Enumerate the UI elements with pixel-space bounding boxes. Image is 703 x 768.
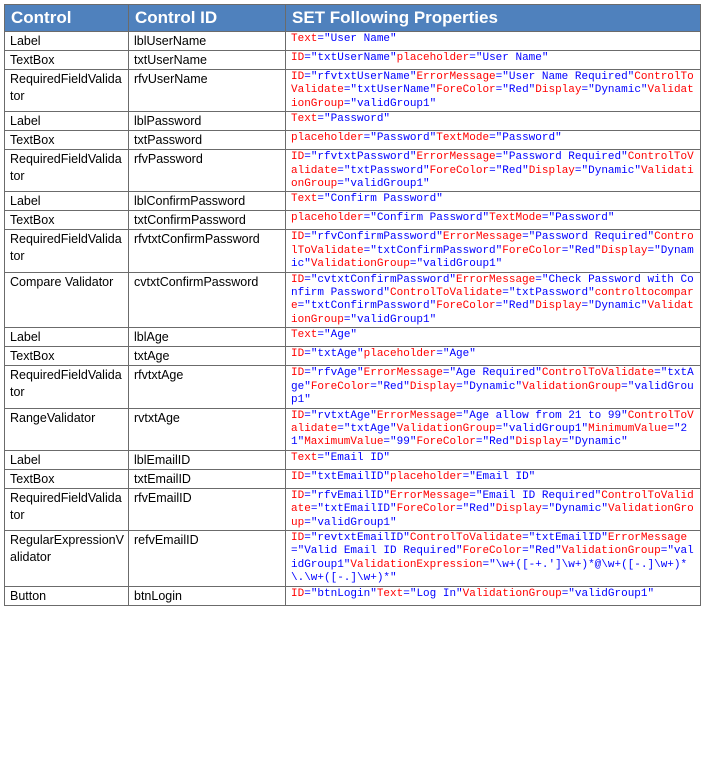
property-name: ValidationGroup xyxy=(291,300,694,326)
property-name: TextMode xyxy=(489,212,542,225)
property-value: "\w+([-+.']\w+)*@\w+([-.]\w+)*\.\w+([-.]\w+)*" xyxy=(291,558,688,585)
control-id-cell: rfvUserName xyxy=(129,70,286,112)
control-id-cell: refvEmailID xyxy=(129,530,286,586)
property-value: "Check Password with Confirm Password" xyxy=(291,273,694,300)
properties-cell: Text="User Name" xyxy=(286,32,701,51)
property-name: ValidationGroup xyxy=(396,422,496,435)
property-name: Text xyxy=(291,193,318,206)
property-value: "21" xyxy=(291,422,688,449)
property-value: "txtConfirmPassword" xyxy=(370,244,503,257)
header-properties: SET Following Properties xyxy=(286,5,701,32)
control-type-cell: Label xyxy=(5,32,129,51)
property-value: "Dynamic" xyxy=(581,164,641,177)
property-value: "validGroup1" xyxy=(350,97,437,110)
control-type-cell: TextBox xyxy=(5,469,129,488)
property-value: "Password Required" xyxy=(502,151,628,164)
control-id-cell: lblEmailID xyxy=(129,450,286,469)
table-row xyxy=(5,366,701,408)
property-value: "txtAge" xyxy=(291,367,694,393)
property-value: "rfvAge" xyxy=(310,367,364,380)
header-control: Control xyxy=(5,5,129,32)
properties-cell: ID="cvtxtConfirmPassword"ErrorMessage="Check Password with Confirm Password"ControlToValidate="txtPassword"controltocompare="txtConfirmPassword"ForeColor="Red"Display="Dynamic"ValidationGroup="validGroup1" xyxy=(286,272,701,328)
table-row xyxy=(5,211,701,230)
property-name: ID xyxy=(291,52,305,64)
property-value: "validGroup1" xyxy=(416,258,503,271)
property-name: ErrorMessage xyxy=(416,71,496,83)
property-value: "txtPassword" xyxy=(343,164,430,177)
properties-cell: Text="Confirm Password" xyxy=(286,192,701,211)
property-value: "revtxtEmailID" xyxy=(310,531,410,544)
control-id-cell: rvtxtAge xyxy=(129,408,286,450)
property-name: ValidationGroup xyxy=(291,503,694,529)
property-name: ControlToValidate xyxy=(291,489,694,516)
property-value: "validGroup1" xyxy=(343,178,430,191)
property-name: ValidationGroup xyxy=(522,380,622,393)
property-value: "Age Required" xyxy=(449,367,542,380)
control-type-cell: RequiredFieldValidator xyxy=(5,366,129,408)
property-name: ErrorMessage xyxy=(376,409,457,422)
control-id-cell: rfvtxtConfirmPassword xyxy=(129,230,286,272)
property-name: MinimumValue xyxy=(588,422,668,435)
properties-cell: ID="txtUserName"placeholder="User Name" xyxy=(286,51,701,70)
property-value: "Red" xyxy=(502,300,536,313)
property-name: MaximumValue xyxy=(304,436,384,449)
property-value: "Dynamic" xyxy=(568,436,628,449)
control-type-cell: RegularExpressionValidator xyxy=(5,530,129,586)
property-value: "Log In" xyxy=(409,587,463,600)
properties-cell: ID="rfvConfirmPassword"ErrorMessage="Password Required"ControlToValidate="txtConfirmPassword"ForeColor="Red"Display="Dynamic"ValidationGroup="validGroup1" xyxy=(286,230,701,272)
property-name: ForeColor xyxy=(462,545,523,558)
property-value: "Red" xyxy=(528,545,562,558)
control-id-cell: txtEmailID xyxy=(129,469,286,488)
control-id-cell: txtAge xyxy=(129,347,286,366)
property-name: ID xyxy=(291,531,305,544)
property-value: "validGroup1" xyxy=(502,422,589,435)
property-value: "rvtxtAge" xyxy=(310,409,377,422)
property-value: "rfvConfirmPassword" xyxy=(310,231,443,244)
property-name: Display xyxy=(535,84,582,97)
property-name: placeholder xyxy=(291,212,364,225)
control-id-cell: rfvPassword xyxy=(129,150,286,192)
property-value: "validGroup1" xyxy=(310,516,397,529)
property-value: "txtUserName" xyxy=(310,52,397,64)
table-row xyxy=(5,230,701,272)
property-name: ControlToValidate xyxy=(291,151,694,177)
property-value: "Password Required" xyxy=(528,231,655,244)
property-value: "validGroup1" xyxy=(350,313,437,326)
property-value: "rfvtxtUserName" xyxy=(310,71,417,83)
properties-table xyxy=(4,4,701,606)
property-name: Display xyxy=(515,436,562,449)
control-type-cell: Compare Validator xyxy=(5,272,129,328)
property-name: ID xyxy=(291,367,305,380)
control-type-cell: TextBox xyxy=(5,347,129,366)
property-value: "Age" xyxy=(324,329,358,342)
table-row xyxy=(5,450,701,469)
property-value: "Red" xyxy=(376,380,410,393)
property-name: Text xyxy=(291,451,318,464)
control-type-cell: Button xyxy=(5,586,129,605)
property-value: "rfvtxtPassword" xyxy=(310,151,417,164)
property-value: "99" xyxy=(390,436,417,449)
table-row xyxy=(5,408,701,450)
property-value: "rfvEmailID" xyxy=(310,489,391,502)
properties-cell: ID="rfvtxtPassword"ErrorMessage="Password Required"ControlToValidate="txtPassword"ForeColor="Red"Display="Dynamic"ValidationGroup="validGroup1" xyxy=(286,150,701,192)
property-name: ValidationGroup xyxy=(291,164,694,191)
property-name: ID xyxy=(291,71,305,83)
table-row xyxy=(5,530,701,586)
property-name: Text xyxy=(291,329,318,342)
property-name: Text xyxy=(291,33,318,45)
property-value: "validGroup1" xyxy=(291,380,694,407)
property-name: ControlToValidate xyxy=(291,231,694,257)
property-name: ValidationGroup xyxy=(310,258,410,271)
properties-cell: ID="rfvtxtUserName"ErrorMessage="User Name Required"ControlToValidate="txtUserName"ForeColor="Red"Display="Dynamic"ValidationGroup="validGroup1" xyxy=(286,70,701,112)
control-type-cell: RequiredFieldValidator xyxy=(5,230,129,272)
property-name: ForeColor xyxy=(396,503,457,516)
control-id-cell: lblAge xyxy=(129,328,286,347)
table-row xyxy=(5,70,701,112)
property-name: placeholder xyxy=(390,470,463,483)
control-id-cell: btnLogin xyxy=(129,586,286,605)
property-value: "Red" xyxy=(502,84,536,97)
control-type-cell: Label xyxy=(5,112,129,131)
property-name: ErrorMessage xyxy=(456,273,536,286)
properties-cell: ID="txtEmailID"placeholder="Email ID" xyxy=(286,469,701,488)
property-value: "Confirm Password" xyxy=(324,193,443,206)
property-value: "btnLogin" xyxy=(310,587,377,600)
control-id-cell: rfvtxtAge xyxy=(129,366,286,408)
property-value: "txtPassword" xyxy=(508,287,595,300)
control-id-cell: lblUserName xyxy=(129,32,286,51)
properties-cell: ID="rfvAge"ErrorMessage="Age Required"ControlToValidate="txtAge"ForeColor="Red"Display="Dynamic"ValidationGroup="validGroup1" xyxy=(286,366,701,408)
table-row xyxy=(5,469,701,488)
control-type-cell: RequiredFieldValidator xyxy=(5,150,129,192)
property-value: "Password" xyxy=(548,212,615,225)
property-name: ID xyxy=(291,273,305,286)
property-name: ErrorMessage xyxy=(442,231,523,244)
property-value: "Email ID" xyxy=(324,451,391,464)
property-name: Display xyxy=(495,503,542,516)
property-value: "Email ID" xyxy=(469,470,536,483)
property-name: ControlToValidate xyxy=(541,367,655,380)
property-value: "txtAge" xyxy=(343,422,397,435)
property-name: ForeColor xyxy=(310,380,371,393)
properties-cell: ID="rfvEmailID"ErrorMessage="Email ID Required"ControlToValidate="txtEmailID"ForeColor="Red"Display="Dynamic"ValidationGroup="validGroup1" xyxy=(286,488,701,530)
property-value: "txtEmailID" xyxy=(528,531,608,544)
properties-cell: Text="Email ID" xyxy=(286,450,701,469)
control-id-cell: txtPassword xyxy=(129,131,286,150)
control-id-cell: txtUserName xyxy=(129,51,286,70)
properties-cell: ID="txtAge"placeholder="Age" xyxy=(286,347,701,366)
table-row xyxy=(5,112,701,131)
property-value: "Dynamic" xyxy=(462,380,523,393)
table-row xyxy=(5,347,701,366)
control-type-cell: TextBox xyxy=(5,211,129,230)
property-value: "Dynamic" xyxy=(588,300,648,313)
table-row xyxy=(5,192,701,211)
property-name: ValidationGroup xyxy=(462,587,562,600)
property-name: placeholder xyxy=(363,348,437,361)
property-name: ID xyxy=(291,489,305,502)
table-row xyxy=(5,131,701,150)
property-name: ID xyxy=(291,231,305,244)
control-type-cell: RequiredFieldValidator xyxy=(5,488,129,530)
property-value: "Password" xyxy=(324,113,391,126)
property-value: "Confirm Password" xyxy=(370,212,490,225)
property-value: "Valid Email ID Required" xyxy=(297,545,463,558)
properties-cell: Text="Age" xyxy=(286,328,701,347)
property-value: "User Name" xyxy=(475,52,549,64)
property-value: "Age" xyxy=(442,348,476,361)
property-value: "validGroup1" xyxy=(291,545,694,571)
property-name: ErrorMessage xyxy=(607,531,688,544)
control-id-cell: cvtxtConfirmPassword xyxy=(129,272,286,328)
property-name: ForeColor xyxy=(429,164,490,177)
property-name: ControlToValidate xyxy=(390,287,503,300)
properties-cell: Text="Password" xyxy=(286,112,701,131)
property-value: "Dynamic" xyxy=(548,503,608,516)
property-name: ControlToValidate xyxy=(291,71,694,97)
property-value: "Red" xyxy=(568,244,602,257)
property-name: Display xyxy=(601,244,648,257)
property-name: Text xyxy=(291,113,318,126)
property-value: "Password" xyxy=(370,132,437,145)
property-value: "cvtxtConfirmPassword" xyxy=(310,273,457,286)
property-name: Display xyxy=(535,300,582,313)
property-value: "validGroup1" xyxy=(568,587,655,600)
property-value: "txtConfirmPassword" xyxy=(304,300,437,313)
property-name: ID xyxy=(291,348,305,361)
property-name: Text xyxy=(376,587,404,600)
property-name: ForeColor xyxy=(436,300,496,313)
properties-cell: placeholder="Password"TextMode="Password" xyxy=(286,131,701,150)
property-name: controltocompare xyxy=(291,287,694,313)
property-value: "User Name Required" xyxy=(502,71,635,83)
property-value: "txtUserName" xyxy=(350,84,437,97)
property-name: ForeColor xyxy=(502,244,562,257)
property-value: "Dynamic" xyxy=(588,84,648,97)
table-row xyxy=(5,488,701,530)
property-value: "User Name" xyxy=(324,33,397,45)
property-value: "Password" xyxy=(495,132,562,145)
property-value: "txtAge" xyxy=(310,348,364,361)
control-id-cell: txtConfirmPassword xyxy=(129,211,286,230)
table-body xyxy=(5,32,701,606)
control-type-cell: TextBox xyxy=(5,51,129,70)
property-name: ControlToValidate xyxy=(409,531,523,544)
table-row xyxy=(5,586,701,605)
property-name: Display xyxy=(409,380,457,393)
property-name: placeholder xyxy=(291,132,364,145)
property-name: ControlToValidate xyxy=(291,409,694,435)
property-name: ErrorMessage xyxy=(390,489,470,502)
property-name: ForeColor xyxy=(416,436,476,449)
control-id-cell: lblConfirmPassword xyxy=(129,192,286,211)
properties-cell: ID="btnLogin"Text="Log In"ValidationGroup="validGroup1" xyxy=(286,586,701,605)
property-name: ErrorMessage xyxy=(363,367,443,380)
property-name: ValidationExpression xyxy=(350,558,483,571)
property-name: ErrorMessage xyxy=(416,151,496,164)
header-control-id: Control ID xyxy=(129,5,286,32)
property-name: TextMode xyxy=(436,132,490,145)
property-name: placeholder xyxy=(396,52,470,64)
property-value: "txtEmailID" xyxy=(317,503,397,516)
property-name: ForeColor xyxy=(436,84,496,97)
property-value: "Red" xyxy=(482,436,516,449)
property-value: "Email ID Required" xyxy=(475,489,602,502)
table-row xyxy=(5,150,701,192)
property-value: "Dynamic" xyxy=(291,244,694,271)
properties-cell: placeholder="Confirm Password"TextMode="Password" xyxy=(286,211,701,230)
properties-cell: ID="rvtxtAge"ErrorMessage="Age allow from 21 to 99"ControlToValidate="txtAge"ValidationGroup="validGroup1"MinimumValue="21"MaximumValue="99"ForeColor="Red"Display="Dynamic" xyxy=(286,408,701,450)
property-value: "Red" xyxy=(495,164,529,177)
property-name: ID xyxy=(291,151,305,164)
property-name: ID xyxy=(291,409,305,422)
control-type-cell: RequiredFieldValidator xyxy=(5,70,129,112)
property-name: ID xyxy=(291,587,305,600)
property-value: "Red" xyxy=(462,503,496,516)
property-name: ID xyxy=(291,470,305,483)
control-type-cell: Label xyxy=(5,192,129,211)
property-name: Display xyxy=(528,164,575,177)
control-id-cell: lblPassword xyxy=(129,112,286,131)
header-row xyxy=(5,5,701,32)
control-type-cell: Label xyxy=(5,450,129,469)
table-row xyxy=(5,328,701,347)
table-row xyxy=(5,51,701,70)
control-id-cell: rfvEmailID xyxy=(129,488,286,530)
property-name: ValidationGroup xyxy=(561,545,661,558)
property-value: "Age allow from 21 to 99" xyxy=(462,409,628,422)
property-name: ValidationGroup xyxy=(291,84,694,110)
table-row xyxy=(5,272,701,328)
control-type-cell: TextBox xyxy=(5,131,129,150)
table-row xyxy=(5,32,701,51)
control-type-cell: RangeValidator xyxy=(5,408,129,450)
property-value: "txtEmailID" xyxy=(310,470,391,483)
properties-cell: ID="revtxtEmailID"ControlToValidate="txtEmailID"ErrorMessage="Valid Email ID Required"ForeColor="Red"ValidationGroup="validGroup1"ValidationExpression="\w+([-+.']\w+)*@\w+([-.]\w+)*\.\w+([-.]\w+)*" xyxy=(286,530,701,586)
control-type-cell: Label xyxy=(5,328,129,347)
